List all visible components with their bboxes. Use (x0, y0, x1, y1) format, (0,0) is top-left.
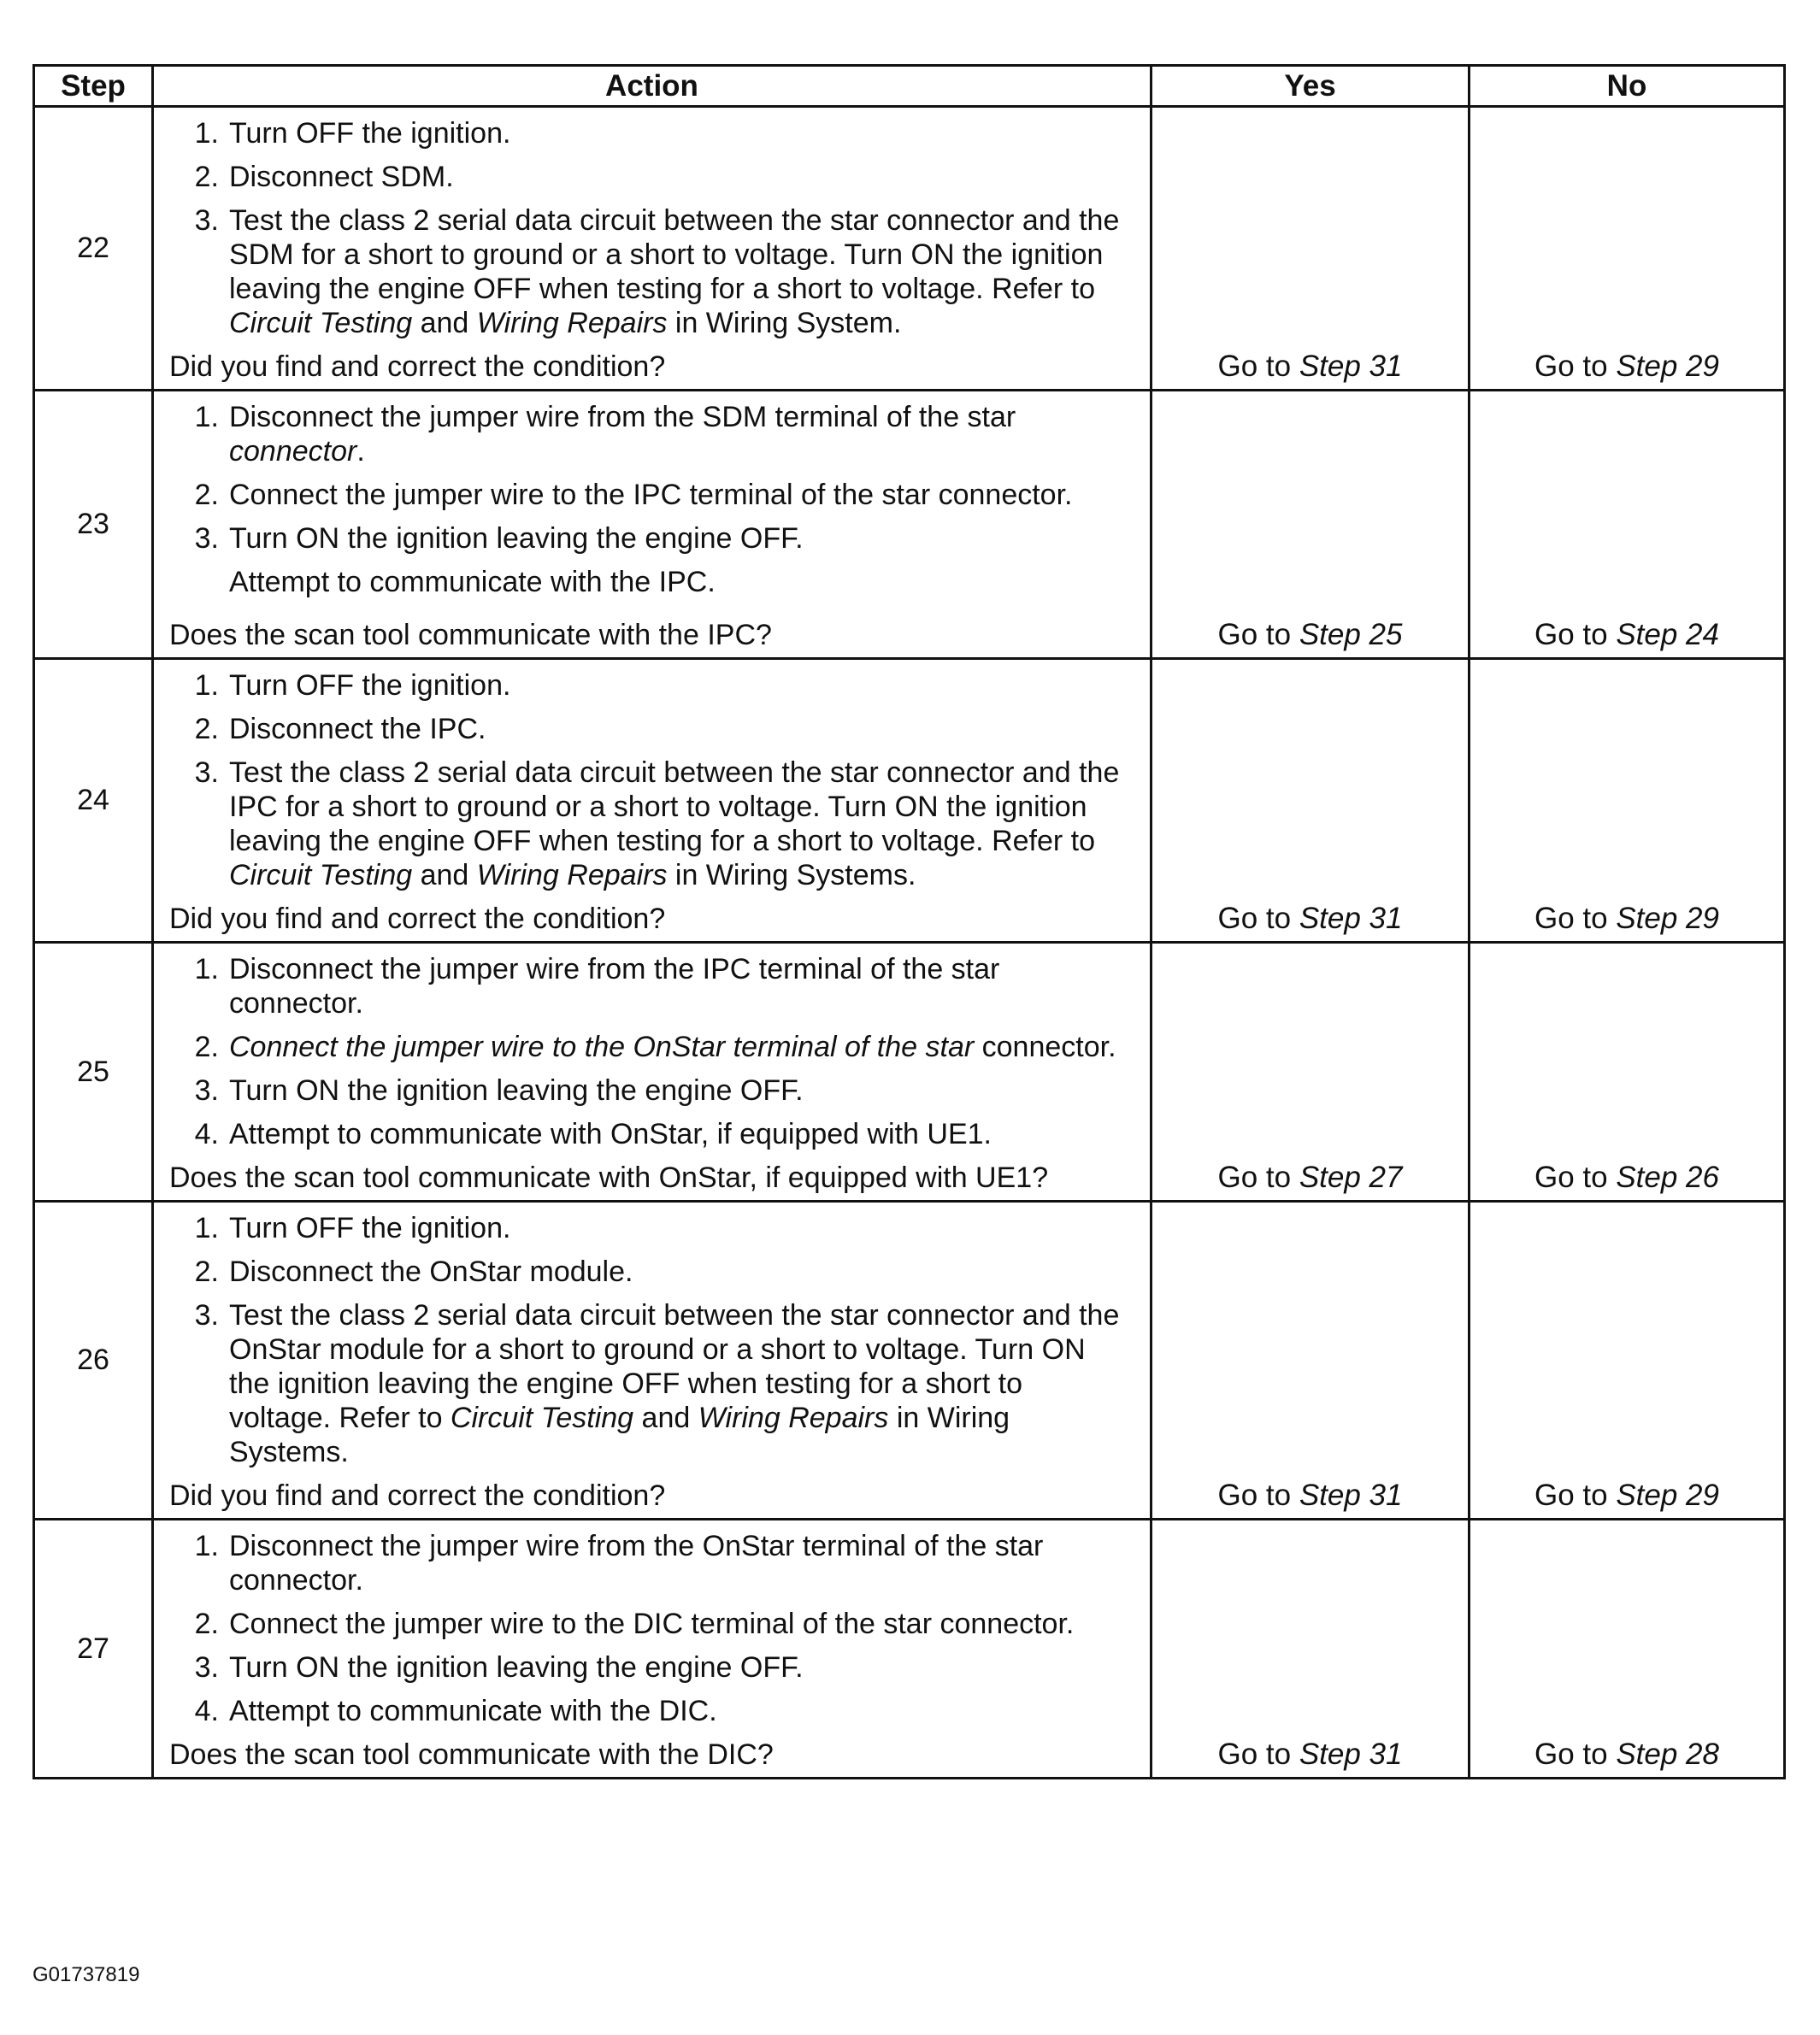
instruction-text: and (412, 859, 477, 891)
action-steps (169, 1211, 1129, 1469)
step-item-text (229, 1255, 1129, 1289)
table-row (34, 1202, 1785, 1520)
action-step (169, 1073, 1129, 1108)
step-item-text (229, 952, 1129, 1020)
instruction-text: Disconnect SDM. (229, 161, 454, 193)
diagnostic-table (32, 64, 1786, 1779)
action-step (169, 1211, 1129, 1245)
action-cell (153, 391, 1151, 659)
step-item-text (229, 116, 1129, 150)
reference-text: Circuit Testing (229, 859, 413, 891)
instruction-text: in Wiring System. (667, 307, 902, 339)
step-item-text (229, 160, 1129, 194)
instruction-text: connector. (974, 1031, 1116, 1063)
yes-result (1151, 1520, 1470, 1779)
step-item-text (229, 1030, 1129, 1064)
action-step (169, 521, 1129, 556)
instruction-text: Attempt to communicate with the IPC. (229, 566, 716, 598)
header-yes: Yes (1151, 66, 1470, 107)
action-question: Does the scan tool communicate with OnStar, if equipped with UE1? (169, 1162, 1049, 1194)
action-step (169, 478, 1129, 512)
action-step (169, 1298, 1129, 1469)
step-item-text (229, 1073, 1129, 1108)
instruction-text: Disconnect the OnStar module. (229, 1256, 633, 1288)
goto-step-ref: Step 29 (1616, 350, 1719, 383)
instruction-text: Test the class 2 serial data circuit between the star connector and the IPC for a short to ground or a short to voltage. Turn ON the ignition leaving the engine OFF when testing for a short to voltage. Refer to (229, 756, 1120, 857)
instruction-text: Turn OFF the ignition. (229, 669, 511, 702)
instruction-text: Turn OFF the ignition. (229, 1212, 511, 1244)
action-step (169, 160, 1129, 194)
goto-step-ref: Step 31 (1299, 902, 1403, 935)
step-item-text (229, 1117, 1129, 1151)
yes-result (1151, 1202, 1470, 1520)
reference-text: Circuit Testing (229, 307, 413, 339)
step-item-text (229, 400, 1129, 468)
action-question: Did you find and correct the condition? (169, 1479, 666, 1512)
action-cell (153, 1520, 1151, 1779)
goto-prefix: Go to (1217, 1479, 1299, 1512)
action-content (154, 1203, 1150, 1518)
goto-step-ref: Step 29 (1616, 902, 1719, 935)
step-item-number: 1. (194, 401, 219, 433)
goto-step-ref: Step 27 (1299, 1161, 1403, 1194)
header-action: Action (153, 66, 1151, 107)
table-row (34, 391, 1785, 659)
step-number: 23 (34, 391, 153, 659)
action-content (154, 108, 1150, 389)
step-number: 27 (34, 1520, 153, 1779)
step-item-number: 1. (194, 1530, 219, 1562)
goto-step-ref: Step 31 (1299, 1738, 1403, 1771)
step-item-text (229, 1529, 1129, 1597)
action-steps (169, 116, 1129, 340)
instruction-text: in Wiring Systems. (667, 859, 916, 891)
goto-prefix: Go to (1217, 1161, 1299, 1194)
instruction-text: and (633, 1402, 698, 1434)
no-result (1470, 1520, 1785, 1779)
goto-step-ref: Step 29 (1616, 1479, 1719, 1512)
step-item-text (229, 1650, 1129, 1685)
no-result (1470, 943, 1785, 1202)
step-item-text (229, 712, 1129, 746)
goto-prefix: Go to (1534, 618, 1617, 651)
instruction-text: Connect the jumper wire to the DIC terminal of the star connector. (229, 1608, 1075, 1640)
no-result (1470, 391, 1785, 659)
action-content (154, 391, 1150, 657)
step-item-number: 1. (194, 117, 219, 150)
action-steps (169, 1529, 1129, 1728)
step-item-number: 1. (194, 669, 219, 702)
action-step (169, 203, 1129, 340)
step-number: 22 (34, 107, 153, 391)
reference-text: Wiring Repairs (476, 859, 668, 891)
goto-step-ref: Step 31 (1299, 350, 1403, 383)
action-step (169, 1607, 1129, 1641)
instruction-text: Disconnect the jumper wire from the SDM terminal of the star (229, 401, 1016, 433)
instruction-text: Turn ON the ignition leaving the engine OFF. (229, 1651, 804, 1684)
instruction-text: Turn ON the ignition leaving the engine OFF. (229, 1074, 804, 1107)
step-item-number: 3. (194, 204, 219, 237)
step-item-number: 2. (194, 1031, 219, 1063)
step-item-text (229, 1694, 1129, 1728)
step-item-text (229, 1211, 1129, 1245)
instruction-text: Attempt to communicate with the DIC. (229, 1695, 717, 1727)
action-cell (153, 943, 1151, 1202)
instruction-text: Disconnect the jumper wire from the OnStar terminal of the star connector. (229, 1530, 1044, 1597)
goto-prefix: Go to (1217, 350, 1299, 383)
action-step (169, 952, 1129, 1020)
step-item-number: 3. (194, 1651, 219, 1684)
instruction-text: Turn ON the ignition leaving the engine OFF. (229, 522, 804, 555)
reference-text: Wiring Repairs (698, 1402, 889, 1434)
action-steps (169, 952, 1129, 1151)
action-cell (153, 659, 1151, 943)
action-cell (153, 107, 1151, 391)
figure-id: G01737819 (32, 1963, 140, 1986)
step-item-number: 3. (194, 756, 219, 789)
action-question: Did you find and correct the condition? (169, 350, 666, 383)
step-item-number: 4. (194, 1118, 219, 1150)
step-item-number: 2. (194, 479, 219, 511)
goto-prefix: Go to (1534, 1161, 1617, 1194)
step-item-number: 3. (194, 1074, 219, 1107)
action-step (169, 1255, 1129, 1289)
goto-step-ref: Step 28 (1616, 1738, 1719, 1771)
step-item-text (169, 565, 1129, 599)
goto-prefix: Go to (1534, 350, 1617, 383)
action-step (169, 1694, 1129, 1728)
action-step (169, 1650, 1129, 1685)
goto-prefix: Go to (1534, 1738, 1617, 1771)
action-step (169, 1529, 1129, 1597)
step-item-text (229, 521, 1129, 556)
yes-result (1151, 943, 1470, 1202)
reference-text: connector (229, 435, 357, 468)
step-number: 26 (34, 1202, 153, 1520)
instruction-text: Disconnect the IPC. (229, 713, 486, 745)
table-body (34, 107, 1785, 1779)
step-item-number: 3. (194, 522, 219, 555)
yes-result (1151, 107, 1470, 391)
step-item-number: 2. (194, 713, 219, 745)
action-step (169, 712, 1129, 746)
yes-result (1151, 659, 1470, 943)
action-question: Did you find and correct the condition? (169, 903, 666, 935)
step-number: 25 (34, 943, 153, 1202)
no-result (1470, 107, 1785, 391)
header-row (34, 66, 1785, 107)
reference-text: Circuit Testing (450, 1402, 634, 1434)
instruction-text: and (412, 307, 477, 339)
instruction-text: in Wiring Systems. (229, 1402, 1010, 1468)
goto-prefix: Go to (1217, 1738, 1299, 1771)
goto-prefix: Go to (1534, 1479, 1617, 1512)
no-result (1470, 659, 1785, 943)
goto-prefix: Go to (1534, 902, 1617, 935)
action-question: Does the scan tool communicate with the IPC? (169, 619, 772, 651)
goto-step-ref: Step 25 (1299, 618, 1403, 651)
goto-prefix: Go to (1217, 902, 1299, 935)
step-number: 24 (34, 659, 153, 943)
step-item-number: 2. (194, 161, 219, 193)
step-item-number: 4. (194, 1695, 219, 1727)
step-item-number: 2. (194, 1256, 219, 1288)
instruction-text: Test the class 2 serial data circuit between the star connector and the OnStar module for a short to ground or a short to voltage. Turn ON the ignition leaving the engine OFF when testing for a short to voltage. Refer to (229, 1299, 1120, 1434)
step-item-text (229, 203, 1129, 340)
action-content (154, 660, 1150, 941)
instruction-text: Attempt to communicate with OnStar, if equipped with UE1. (229, 1118, 992, 1150)
action-cell (153, 1202, 1151, 1520)
step-item-text (229, 478, 1129, 512)
step-item-text (229, 668, 1129, 703)
reference-text: Wiring Repairs (476, 307, 668, 339)
table-row (34, 1520, 1785, 1779)
table-row (34, 943, 1785, 1202)
goto-step-ref: Step 31 (1299, 1479, 1403, 1512)
step-item-number: 3. (194, 1299, 219, 1332)
action-steps (169, 400, 1129, 609)
step-item-number: 1. (194, 1212, 219, 1244)
action-step (169, 116, 1129, 150)
instruction-text: . (356, 435, 365, 468)
reference-text: Connect the jumper wire to the OnStar terminal of the star (229, 1031, 975, 1063)
table-row (34, 659, 1785, 943)
no-result (1470, 1202, 1785, 1520)
step-item-text (229, 1298, 1129, 1469)
goto-prefix: Go to (1217, 618, 1299, 651)
action-content (154, 1520, 1150, 1777)
action-step (169, 565, 1129, 609)
action-step (169, 1030, 1129, 1064)
table-row (34, 107, 1785, 391)
action-steps (169, 668, 1129, 892)
goto-step-ref: Step 26 (1616, 1161, 1719, 1194)
step-item-text (229, 1607, 1129, 1641)
step-item-text (229, 756, 1129, 892)
step-item-number: 1. (194, 953, 219, 985)
header-no: No (1470, 66, 1785, 107)
header-step: Step (34, 66, 153, 107)
action-question: Does the scan tool communicate with the DIC? (169, 1738, 774, 1771)
yes-result (1151, 391, 1470, 659)
step-item-number: 2. (194, 1608, 219, 1640)
instruction-text: Test the class 2 serial data circuit between the star connector and the SDM for a short to ground or a short to voltage. Turn ON the ignition leaving the engine OFF when testing for a short to voltage. Refer to (229, 204, 1120, 305)
action-step (169, 1117, 1129, 1151)
goto-step-ref: Step 24 (1616, 618, 1719, 651)
action-step (169, 668, 1129, 703)
instruction-text: Disconnect the jumper wire from the IPC terminal of the star connector. (229, 953, 1000, 1020)
action-step (169, 400, 1129, 468)
action-content (154, 944, 1150, 1200)
instruction-text: Turn OFF the ignition. (229, 117, 511, 150)
instruction-text: Connect the jumper wire to the IPC terminal of the star connector. (229, 479, 1073, 511)
action-step (169, 756, 1129, 892)
